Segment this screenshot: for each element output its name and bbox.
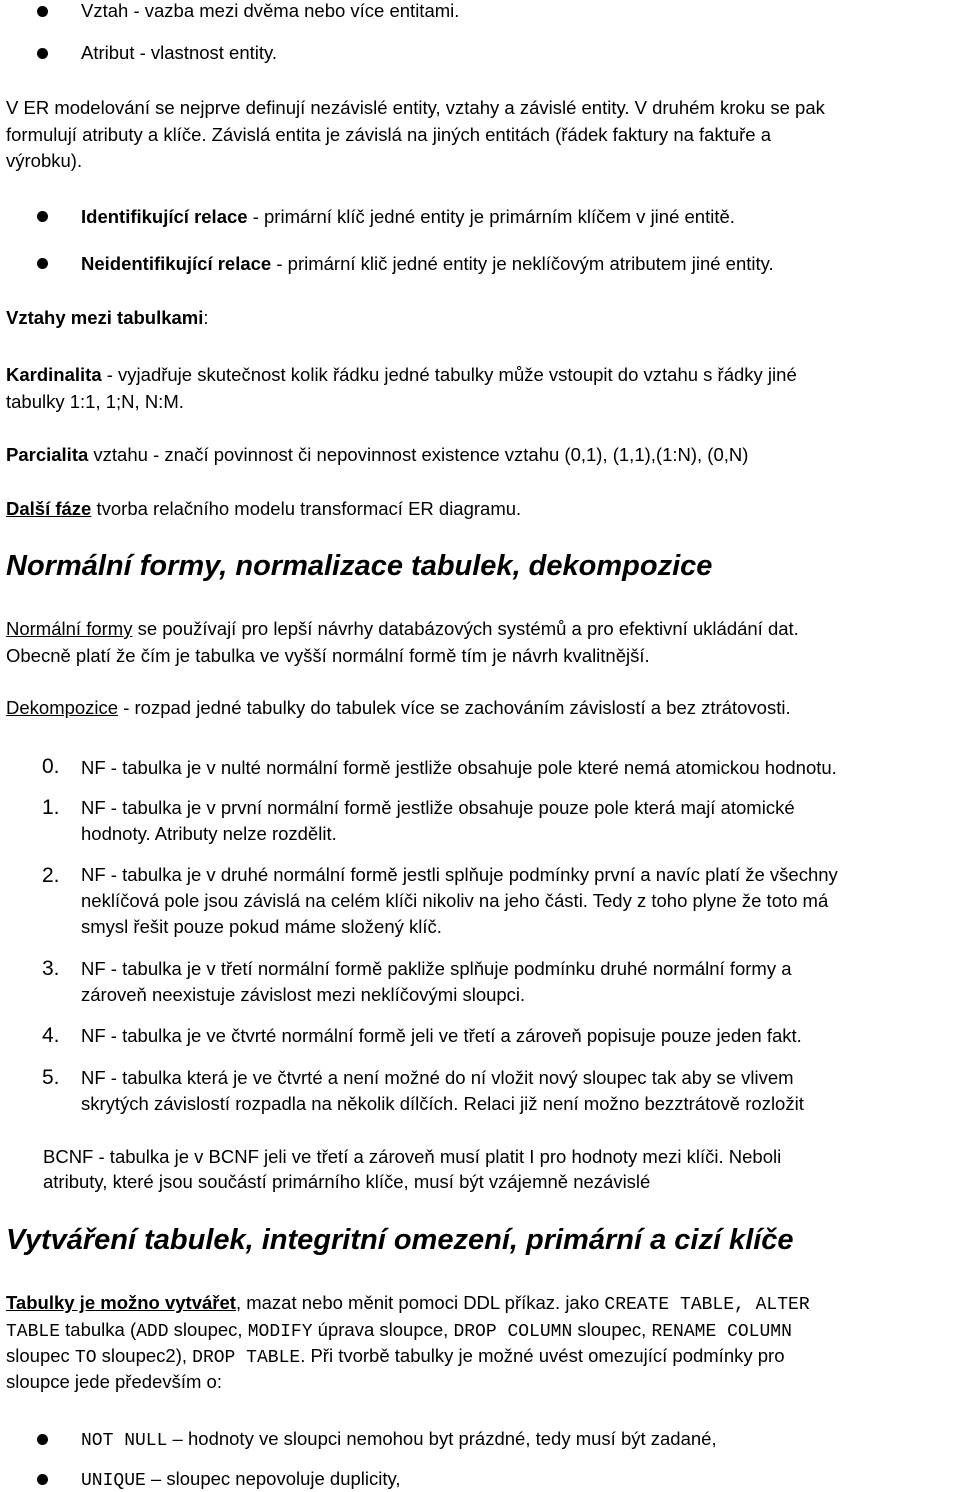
dekompozice-line (6, 697, 791, 719)
ddl-text: sloupec, (572, 1319, 652, 1340)
ddl-line (6, 1292, 810, 1316)
relace-term: Neidentifikující relace (81, 253, 272, 274)
section-heading: Vytváření tabulek, integritní omezení, primární a cizí klíče (6, 1224, 794, 1256)
code-span: ADD (136, 1322, 169, 1342)
paragraph-line: výrobku). (6, 150, 83, 171)
code-span: UNIQUE (81, 1471, 146, 1491)
code-span: TO (74, 1348, 97, 1368)
nf-intro-line (6, 618, 799, 640)
vztahy-line (6, 307, 209, 329)
dekompozice-text: - rozpad jedné tabulky do tabulek více se zachováním závislostí a bez ztrátovosti. (118, 697, 791, 718)
list-item: smysl řešit pouze pokud máme složený klíč. (81, 916, 442, 937)
vztahy-text: : (203, 307, 209, 328)
nf-intro-line: Obecně platí že čím je tabulka ve vyšší normální formě tím je návrh kvalitnější. (6, 645, 650, 666)
list-item: hodnoty. Atributy nelze rozdělit. (81, 823, 337, 844)
ddl-line (6, 1319, 792, 1343)
constraint-text: – hodnoty ve sloupci nemohou byt prázdné, tedy musí být zadané, (167, 1428, 717, 1449)
bcnf-line: atributy, které jsou součástí primárního klíče, musí být vzájemně nezávislé (43, 1171, 651, 1192)
ddl-term: Tabulky je možno vytvářet (6, 1292, 236, 1313)
ddl-text: úprava sloupce, (312, 1319, 454, 1340)
vztahy-term: Vztahy mezi tabulkami (6, 307, 204, 328)
constraint-item (81, 1468, 401, 1492)
ddl-text: , mazat nebo měnit pomoci DDL příkaz. jako (235, 1292, 605, 1313)
code-span: DROP TABLE (192, 1348, 301, 1368)
dalsi-line (6, 498, 521, 520)
kardinalita-text: - vyjadřuje skutečnost kolik řádku jedné tabulky může vstoupit do vztahu s řádky jiné (101, 364, 797, 385)
ddl-line (6, 1345, 785, 1369)
list-item: NF - tabulka je v první normální formě jestliže obsahuje pouze pole která mají atomické (81, 797, 795, 818)
bullet-icon (37, 1434, 48, 1445)
dekompozice-term: Dekompozice (6, 697, 119, 718)
list-number: 2. (42, 864, 60, 887)
relace-text: - primární klič jedné entity je neklíčovým atributem jiné entity. (271, 253, 774, 274)
code-span: CREATE TABLE, ALTER (604, 1295, 810, 1315)
ddl-text: . Při tvorbě tabulky je možné uvést omezující podmínky pro (300, 1345, 785, 1366)
list-number: 3. (42, 957, 60, 980)
parcialita-term: Parcialita (6, 444, 89, 465)
nf-intro-text: se používají pro lepší návrhy databázových systémů a pro efektivní ukládání dat. (132, 618, 799, 639)
relace-item (81, 253, 774, 275)
list-number: 0. (42, 755, 60, 778)
list-item: skrytých závislostí rozpadla na několik dílčích. Relaci již není možno bezztrátově rozložit (81, 1093, 804, 1114)
bullet-icon (37, 211, 48, 222)
kardinalita-line (6, 364, 797, 386)
list-item: NF - tabulka je v nulté normální formě jestliže obsahuje pole které nemá atomickou hodnotu. (81, 757, 837, 778)
list-number: 5. (42, 1066, 60, 1089)
list-number: 4. (42, 1024, 60, 1047)
ddl-text: tabulka ( (60, 1319, 137, 1340)
code-span: NOT NULL (81, 1431, 168, 1451)
list-item: neklíčová pole jsou závislá na celém klíči nikoliv na jeho části. Tedy z toho plyne že toto má (81, 890, 829, 911)
bullet-icon (37, 258, 48, 269)
relace-item (81, 206, 735, 228)
nf-intro-term: Normální formy (6, 618, 133, 639)
code-span: DROP COLUMN (453, 1322, 573, 1342)
relace-term: Identifikující relace (81, 206, 248, 227)
code-span: MODIFY (247, 1322, 313, 1342)
bcnf-line: BCNF - tabulka je v BCNF jeli ve třetí a zároveň musí platit I pro hodnoty mezi klíči. Neboli (43, 1146, 782, 1167)
dalsi-text: tvorba relačního modelu transformací ER diagramu. (91, 498, 522, 519)
ddl-line: sloupce jede především o: (6, 1371, 222, 1392)
paragraph-line: V ER modelování se nejprve definují nezávislé entity, vztahy a závislé entity. V druhém kroku se pak (6, 97, 825, 118)
bullet-icon (37, 6, 48, 17)
ddl-text: sloupec (6, 1345, 75, 1366)
dalsi-term: Další fáze (6, 498, 92, 519)
list-item: NF - tabulka je v druhé normální formě jestli splňuje podmínky první a navíc platí že všechny (81, 864, 838, 885)
bullet-icon (37, 48, 48, 59)
kardinalita-line: tabulky 1:1, 1;N, N:M. (6, 391, 184, 412)
ddl-text: sloupec, (168, 1319, 248, 1340)
section-heading: Normální formy, normalizace tabulek, dekompozice (6, 550, 713, 582)
ddl-text: sloupec2), (96, 1345, 193, 1366)
list-item: NF - tabulka která je ve čtvrté a není možné do ní vložit nový sloupec tak aby se vlivem (81, 1067, 794, 1088)
parcialita-text: vztahu - značí povinnost či nepovinnost existence vztahu (0,1), (1,1),(1:N), (0,N) (88, 444, 749, 465)
bullet-text: Vztah - vazba mezi dvěma nebo více entitami. (81, 0, 460, 21)
parcialita-line (6, 444, 748, 466)
list-number: 1. (42, 796, 60, 819)
code-span: TABLE (6, 1322, 61, 1342)
relace-text: - primární klíč jedné entity je primárním klíčem v jiné entitě. (247, 206, 735, 227)
bullet-text: Atribut - vlastnost entity. (81, 42, 278, 63)
list-item: NF - tabulka je v třetí normální formě pakliže splňuje podmínku druhé normální formy a (81, 958, 792, 979)
constraint-item (81, 1428, 717, 1452)
kardinalita-term: Kardinalita (6, 364, 102, 385)
bullet-icon (37, 1474, 48, 1485)
constraint-text: – sloupec nepovoluje duplicity, (145, 1468, 401, 1489)
code-span: RENAME COLUMN (651, 1322, 792, 1342)
list-item: NF - tabulka je ve čtvrté normální formě jeli ve třetí a zároveň popisuje pouze jeden fakt. (81, 1025, 802, 1046)
paragraph-line: formulují atributy a klíče. Závislá entita je závislá na jiných entitách (řádek faktury na faktuře a (6, 124, 772, 145)
list-item: zároveň neexistuje závislost mezi neklíčovými sloupci. (81, 984, 526, 1005)
